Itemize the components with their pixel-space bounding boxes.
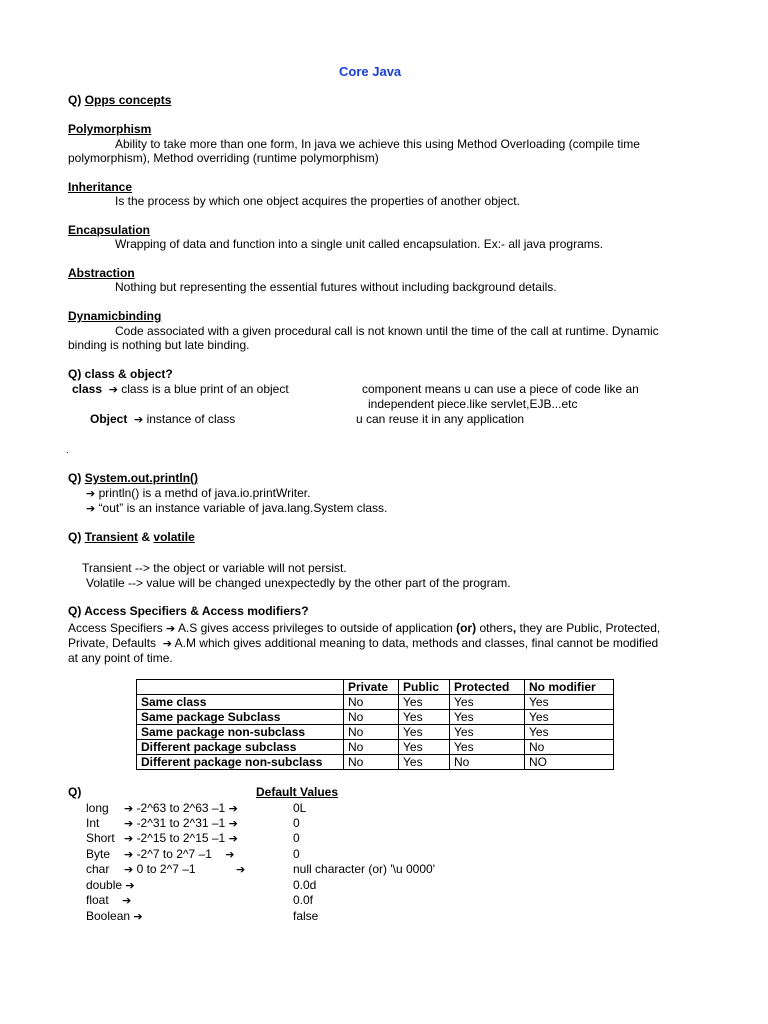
abstraction-term: Abstraction: [68, 266, 135, 280]
default-type-text: float: [86, 893, 109, 907]
inheritance-term: Inheritance: [68, 180, 133, 194]
class-label: class: [72, 382, 103, 396]
default-value: 0: [293, 831, 300, 845]
table-row: [137, 755, 614, 770]
table-cell: No: [525, 740, 614, 755]
table-row-label: Different package non-subclass: [137, 755, 344, 770]
table-cell: Yes: [450, 695, 525, 710]
oops-heading-text: Opps concepts: [84, 93, 172, 107]
arrow-icon: ➔: [228, 817, 238, 830]
default-range: [124, 816, 238, 831]
access-line1-or: (or): [456, 621, 477, 635]
q-prefix: Q): [68, 93, 82, 107]
table-header-cell: Protected: [450, 680, 525, 695]
table-cell: Yes: [399, 725, 450, 740]
encapsulation-line1: Wrapping of data and function into a single unit called encapsulation. Ex:- all java programs.: [115, 237, 604, 251]
access-line2-b: A.M which gives additional meaning to data, methods and classes, final cannot be modified: [174, 636, 659, 650]
default-range: [124, 831, 238, 846]
arrow-icon: ➔: [86, 502, 96, 515]
polymorphism-line1: Ability to take more than one form, In java we achieve this using Method Overloading (compile time: [115, 137, 640, 151]
transient-heading-a: Transient: [84, 530, 139, 544]
transient-heading-b: volatile: [153, 530, 195, 544]
arrow-icon: ➔: [134, 413, 144, 426]
table-row: [137, 710, 614, 725]
class-definition: [72, 382, 289, 397]
arrow-icon: ➔: [124, 817, 134, 830]
default-range-text: -2^7 to 2^7 –1: [136, 847, 212, 861]
table-header-cell: Public: [399, 680, 450, 695]
transient-heading: [68, 530, 195, 545]
default-type: Byte: [86, 847, 111, 861]
access-line3: at any point of time.: [68, 651, 173, 665]
system-out-line1-text: println() is a methd of java.io.printWriter.: [98, 486, 311, 500]
access-line1-comma: ,: [512, 621, 517, 635]
arrow-icon: ➔: [225, 848, 235, 861]
page-title: Core Java: [339, 64, 402, 79]
dynamicbinding-line2: binding is nothing but late binding.: [68, 338, 250, 352]
table-cell: Yes: [525, 725, 614, 740]
table-cell: Yes: [399, 755, 450, 770]
access-line1-d: they are Public, Protected,: [519, 621, 661, 635]
component-line1: component means u can use a piece of code like an: [362, 382, 639, 396]
access-line2-a: Private, Defaults: [68, 636, 157, 650]
component-line2: independent piece.like servlet,EJB...etc: [368, 397, 578, 411]
access-table: [136, 679, 614, 770]
object-definition: [90, 412, 235, 427]
system-out-line2: [86, 501, 387, 516]
defaults-heading: Default Values: [256, 785, 339, 799]
default-range: [124, 801, 238, 816]
default-type: long: [86, 801, 109, 815]
default-value: 0: [293, 816, 300, 830]
table-row: [137, 740, 614, 755]
polymorphism-line2: polymorphism), Method overriding (runtime polymorphism): [68, 151, 379, 165]
table-row-label: Same package non-subclass: [137, 725, 344, 740]
default-type: [86, 893, 131, 908]
table-cell: No: [344, 725, 399, 740]
access-line2: [68, 636, 658, 651]
table-cell: Yes: [450, 740, 525, 755]
default-range-text: -2^63 to 2^63 –1: [136, 801, 226, 815]
access-line1-c: others: [479, 621, 513, 635]
table-row-label: Same package Subclass: [137, 710, 344, 725]
table-row: [137, 695, 614, 710]
default-type: char: [86, 862, 110, 876]
table-header-cell: No modifier: [525, 680, 614, 695]
inheritance-line1: Is the process by which one object acquires the properties of another object.: [115, 194, 520, 208]
access-line1-b: A.S gives access privileges to outside of application: [177, 621, 453, 635]
access-line1: [68, 621, 660, 636]
table-row-label: Different package subclass: [137, 740, 344, 755]
transient-line2: Volatile --> value will be changed unexpectedly by the other part of the program.: [86, 576, 511, 590]
transient-line1: Transient --> the object or variable will not persist.: [82, 561, 347, 575]
default-value: 0.0d: [293, 878, 317, 892]
table-cell: No: [344, 755, 399, 770]
table-header-row: [137, 680, 614, 695]
table-cell: Yes: [399, 695, 450, 710]
default-range: [124, 862, 196, 877]
default-range-text: -2^15 to 2^15 –1: [136, 831, 226, 845]
access-line1-a: Access Specifiers: [68, 621, 163, 635]
system-out-line1: [86, 486, 310, 501]
arrow-icon: ➔: [108, 383, 118, 396]
default-type: [86, 909, 143, 924]
default-type: Short: [86, 831, 115, 845]
class-object-heading: Q) class & object?: [68, 367, 173, 381]
oops-heading: [68, 93, 171, 108]
table-cell: No: [344, 710, 399, 725]
table-cell: Yes: [399, 710, 450, 725]
table-cell: Yes: [450, 710, 525, 725]
arrow-icon: ➔: [133, 910, 143, 923]
table-cell: Yes: [450, 725, 525, 740]
class-text: class is a blue print of an object: [121, 382, 289, 396]
arrow-icon: ➔: [162, 637, 172, 650]
default-range-text: -2^31 to 2^31 –1: [136, 816, 226, 830]
arrow-icon: ➔: [122, 894, 132, 907]
defaults-q-prefix: Q): [68, 785, 82, 799]
dynamicbinding-term: Dynamicbinding: [68, 309, 162, 323]
system-out-line2-text: “out” is an instance variable of java.lang.System class.: [98, 501, 388, 515]
system-out-heading: [68, 471, 198, 486]
arrow-icon: ➔: [166, 622, 176, 635]
transient-heading-amp: &: [141, 530, 151, 544]
default-range-text: 0 to 2^7 –1: [136, 862, 196, 876]
arrow-icon: ➔: [228, 802, 238, 815]
default-value: 0.0f: [293, 893, 314, 907]
default-value: 0L: [293, 801, 307, 815]
table-cell: No: [344, 740, 399, 755]
arrow-icon: ➔: [124, 832, 134, 845]
arrow-icon: ➔: [124, 802, 134, 815]
default-type-text: double: [86, 878, 123, 892]
q-prefix: Q): [68, 530, 82, 544]
default-type: Int: [86, 816, 100, 830]
table-row: [137, 725, 614, 740]
stray-dot: .: [66, 445, 69, 456]
default-value: null character (or) '\u 0000': [293, 862, 435, 876]
encapsulation-term: Encapsulation: [68, 223, 151, 237]
component-line3: u can reuse it in any application: [356, 412, 525, 426]
access-heading: Q) Access Specifiers & Access modifiers?: [68, 604, 309, 618]
table-header-cell: [137, 680, 344, 695]
object-label: Object: [90, 412, 128, 426]
default-value: 0: [293, 847, 300, 861]
default-value: false: [293, 909, 319, 923]
table-header-cell: Private: [344, 680, 399, 695]
q-prefix: Q): [68, 471, 82, 485]
polymorphism-term: Polymorphism: [68, 122, 152, 136]
table-cell: No: [344, 695, 399, 710]
arrow-icon: ➔: [86, 487, 96, 500]
table-cell: NO: [525, 755, 614, 770]
table-cell: No: [450, 755, 525, 770]
table-row-label: Same class: [137, 695, 344, 710]
arrow-icon: ➔: [228, 832, 238, 845]
default-range: [124, 847, 234, 862]
default-type: [86, 878, 135, 893]
abstraction-line1: Nothing but representing the essential futures without including background details.: [115, 280, 557, 294]
dynamicbinding-line1: Code associated with a given procedural call is not known until the time of the call at runtime. Dynamic: [115, 324, 659, 338]
default-type-text: Boolean: [86, 909, 131, 923]
arrow-icon: ➔: [236, 863, 246, 876]
arrow-icon: ➔: [125, 879, 135, 892]
arrow-icon: ➔: [124, 863, 134, 876]
arrow-icon: ➔: [124, 848, 134, 861]
table-cell: Yes: [525, 695, 614, 710]
system-out-heading-text: System.out.println(): [84, 471, 199, 485]
object-text: instance of class: [146, 412, 236, 426]
table-cell: Yes: [399, 740, 450, 755]
table-cell: Yes: [525, 710, 614, 725]
